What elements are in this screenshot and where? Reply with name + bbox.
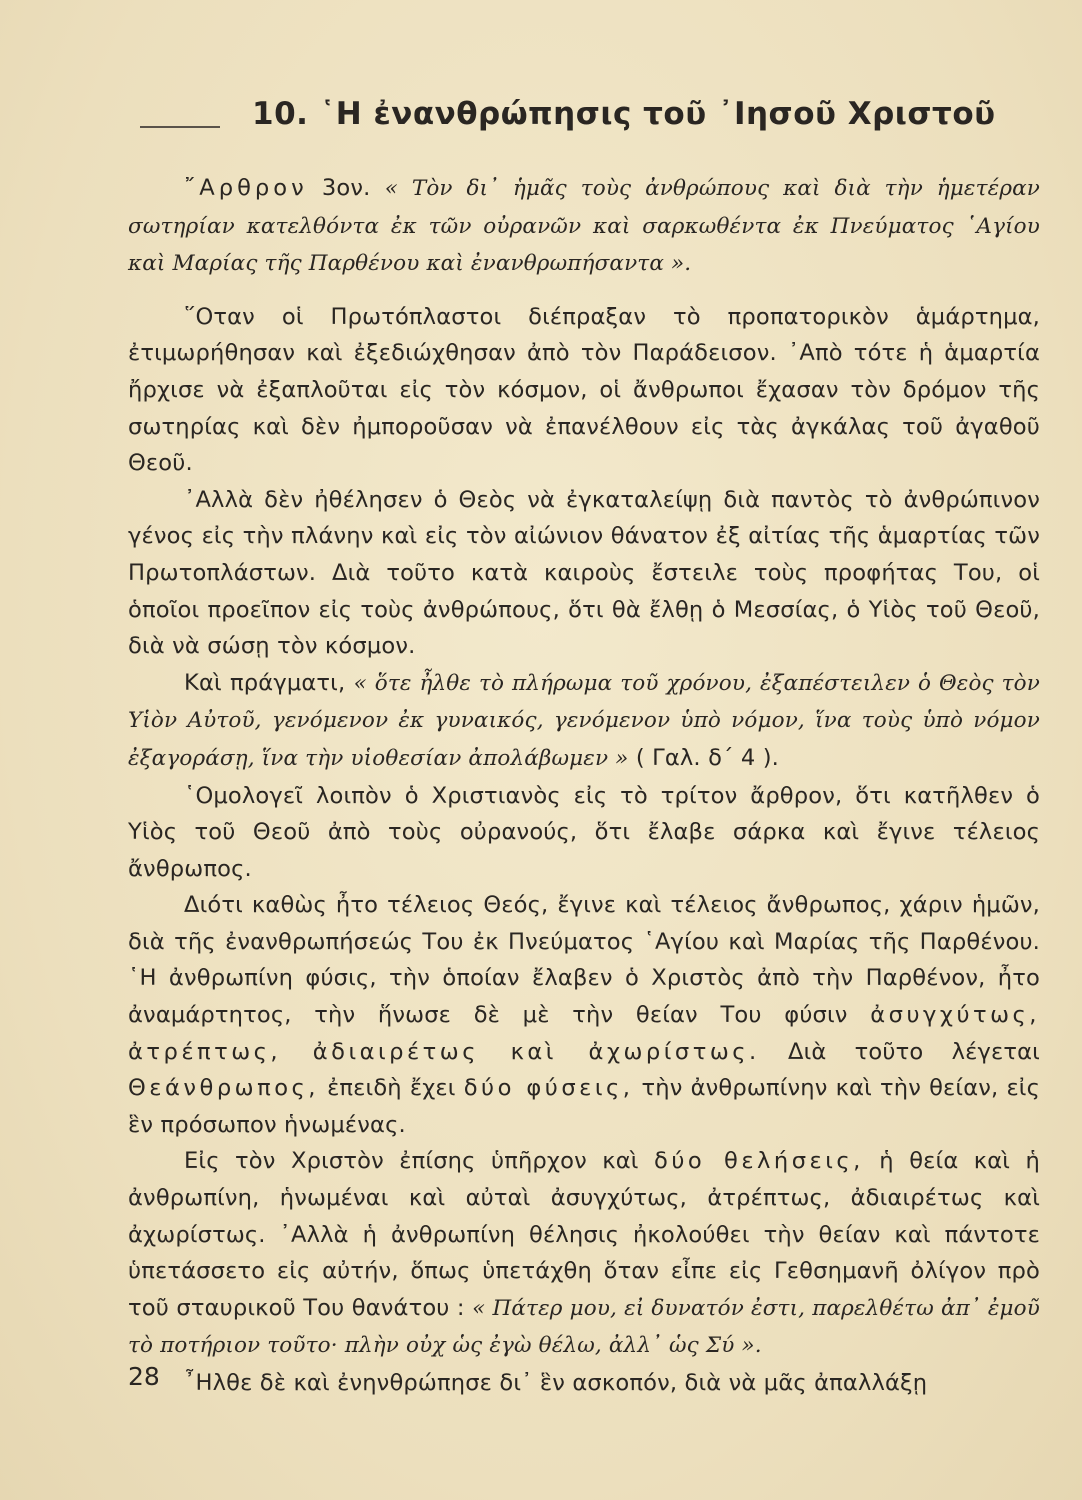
paragraph-7: ῏Ηλθε δὲ καὶ ἐνηνθρώπησε δι᾿ ἓν ασκοπόν, διὰ νὰ μᾶς ἀπαλλάξῃ xyxy=(184,1370,928,1396)
p6-part1: Εἰς τὸν Χριστὸν ἐπίσης ὑπῆρχον καὶ xyxy=(184,1148,639,1175)
article-number: 3ον. xyxy=(321,175,371,201)
body-text xyxy=(128,170,1040,1402)
paragraph-4: ῾Ομολογεῖ λοιπὸν ὁ Χριστιανὸς εἰς τὸ τρίτον ἄρθρον, ὅτι κατῆλθεν ὁ Υἱὸς τοῦ Θεοῦ ἀπὸ τοὺς οὐρανούς, ὅτι ἔλαβε σάρκα καὶ ἔγινε τέλειος ἄνθρωπος. xyxy=(128,782,1040,882)
galatians-quote: « ὅτε ἦλθε τὸ πλήρωμα τοῦ χρόνου, ἐξαπέστειλεν ὁ Θεὸς τὸν Υἱὸν Αὐτοῦ, γενόμενον ἐκ γυναικός, γενόμενον ὑπὸ νόμον, ἵνα τοὺς ὑπὸ νόμον ἐξαγοράσῃ, ἵνα τὴν υἱοθεσίαν ἀπολάβωμεν » xyxy=(128,670,1040,771)
p5-adverbs: ἀσυγχύτως, ἀτρέπτως, ἀδιαιρέτως καὶ ἀχωρίστως. xyxy=(128,1002,1040,1065)
p5-part3: ἐπειδὴ ἔχει xyxy=(327,1075,456,1102)
p6-part2: ἡ θεία καὶ ἡ ἀνθρωπίνη, ἡνωμέναι καὶ αὐταὶ ἀσυγχύτως, ἀτρέπτως, ἀδιαιρέτως καὶ ἀχωρίστως. ᾿Αλλὰ ἡ ἀνθρωπίνη θέλησις ἠκολούθει τὴν θείαν καὶ πάντοτε ὑπετάσσετο εἰς αὐτήν, ὅπως ὑπετάχθη ὅταν εἶπε εἰς Γεθσημανῆ ὀλίγον πρὸ τοῦ σταυρικοῦ Του θανάτου : xyxy=(128,1148,1040,1321)
p6-two-wills: δύο θελήσεις, xyxy=(654,1148,864,1175)
p5-part1: Διότι καθὼς ἦτο τέλειος Θεός, ἔγινε καὶ τέλειος ἄνθρωπος, χάριν ἡμῶν, διὰ τῆς ἐνανθρωπήσεώς Του ἐκ Πνεύματος ῾Αγίου καὶ Μαρίας τῆς Παρθένου. ῾Η ἀνθρωπίνη φύσις, τὴν ὁποίαν ἔλαβεν ὁ Χριστὸς ἀπὸ τὴν Παρθένον, ἦτο ἀναμάρτητος, τὴν ἥνωσε δὲ μὲ τὴν θείαν Του φύσιν xyxy=(128,892,1040,1029)
p5-part2: Διὰ τοῦτο λέγεται xyxy=(787,1038,1040,1065)
paragraph-6 xyxy=(128,1143,1040,1365)
p5-two-natures: δύο φύσεις, xyxy=(463,1075,634,1102)
p5-theanthropos: Θεάνθρωπος, xyxy=(128,1075,319,1102)
paragraph-3 xyxy=(128,665,1040,778)
scripture-reference: ( Γαλ. δ΄ 4 ). xyxy=(635,744,779,771)
heading-rule xyxy=(140,126,220,128)
paragraph-1: ῞Οταν οἱ Πρωτόπλαστοι διέπραξαν τὸ προπατορικὸν ἁμάρτημα, ἐτιμωρήθησαν καὶ ἐξεδιώχθησαν ἀπὸ τὸν Παράδεισον. ᾿Απὸ τότε ἡ ἁμαρτία ἤρχισε νὰ ἐξαπλοῦται εἰς τὸν κόσμον, οἱ ἄνθρωποι ἔχασαν τὸν δρόμον τῆς σωτηρίας καὶ δὲν ἠμποροῦσαν νὰ ἐπανέλθουν εἰς τὰς ἀγκάλας τοῦ ἀγαθοῦ Θεοῦ. xyxy=(128,303,1040,477)
p5-part4: τὴν ἀνθρωπίνην καὶ τὴν θείαν, εἰς ἓν πρόσωπον ἡνωμένας. xyxy=(128,1075,1041,1138)
article-label: ῎Αρθρον xyxy=(184,175,308,201)
gethsemane-quote: « Πάτερ μου, εἰ δυνατόν ἐστι, παρελθέτω ἀπ᾿ ἐμοῦ τὸ ποτήριον τοῦτο· πλὴν οὐχ ὡς ἐγὼ θέλω, ἀλλ᾿ ὡς Σύ ». xyxy=(128,1295,1040,1359)
article-paragraph xyxy=(128,170,1040,283)
chapter-heading xyxy=(140,96,996,146)
paragraph-2: ᾿Αλλὰ δὲν ἠθέλησεν ὁ Θεὸς νὰ ἐγκαταλείψῃ διὰ παντὸς τὸ ἀνθρώπινον γένος εἰς τὴν πλάνην καὶ εἰς τὸν αἰώνιον θάνατον ἐξ αἰτίας τῆς ἁμαρτίας τῶν Πρωτοπλάστων. Διὰ τοῦτο κατὰ καιροὺς ἔστειλε τοὺς προφήτας Του, οἱ ὁποῖοι προεῖπον εἰς τοὺς ἀνθρώπους, ὅτι θὰ ἔλθῃ ὁ Μεσσίας, ὁ Υἱὸς τοῦ Θεοῦ, διὰ νὰ σώσῃ τὸν κόσμον. xyxy=(128,486,1040,660)
paragraph-5 xyxy=(128,887,1040,1143)
chapter-title: 10. ῾Η ἐνανθρώπησις τοῦ ᾿Ιησοῦ Χριστοῦ xyxy=(252,96,996,132)
page-number: 28 xyxy=(128,1362,160,1391)
article-quote: « Τὸν δι᾿ ἡμᾶς τοὺς ἀνθρώπους καὶ διὰ τὴν ἡμετέραν σωτηρίαν κατελθόντα ἐκ τῶν οὐρανῶν καὶ σαρκωθέντα ἐκ Πνεύματος ῾Αγίου καὶ Μαρίας τῆς Παρθένου καὶ ἐνανθρωπήσαντα ». xyxy=(128,176,1041,277)
p3-lead: Καὶ πράγματι, xyxy=(184,669,346,696)
